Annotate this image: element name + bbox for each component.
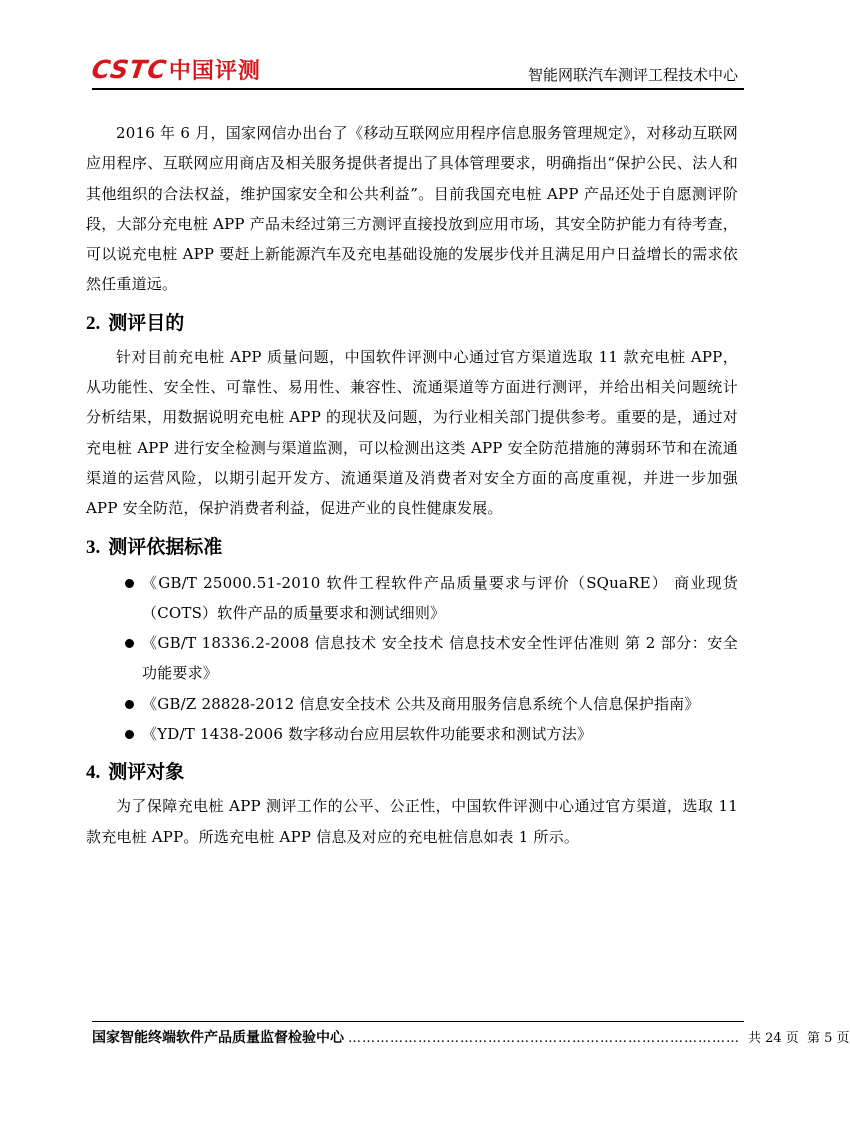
- section-title: 测评目的: [108, 311, 185, 334]
- list-item: [86, 628, 738, 689]
- purpose-paragraph: 针对目前充电桩 APP 质量问题，中国软件评测中心通过官方渠道选取 11 款充电桩 APP，从功能性、安全性、可靠性、易用性、兼容性、流通渠道等方面进行测评，并给出相关问题统计分析结果，用数据说明充电桩 APP 的现状及问题，为行业相关部门提供参考。重要的是，通过对充电桩 APP 进行安全检测与渠道监测，可以检测出这类 APP 安全防范措施的薄弱环节和在流通渠道的运营风险，以期引起开发方、流通渠道及消费者对安全方面的高度重视，并进一步加强 APP 安全防范，保护消费者利益，促进产业的良性健康发展。: [86, 347, 738, 518]
- footer-leader-dots: …………………………………………………………………………: [348, 1031, 740, 1046]
- section-number: 2.: [86, 312, 101, 334]
- objects-paragraph: 为了保障充电桩 APP 测评工作的公平、公正性，中国软件评测中心通过官方渠道，选取 11 款充电桩 APP。所选充电桩 APP 信息及对应的充电桩信息如表 1 所示。: [86, 797, 738, 846]
- intro-paragraph: 2016 年 6 月，国家网信办出台了《移动互联网应用程序信息服务管理规定》，对移动互联网应用程序、互联网应用商店及相关服务提供者提出了具体管理要求，明确指出“保护公民、法人和其他组织的合法权益，维护国家安全和公共利益”。目前我国充电桩 APP 产品还处于自愿测评阶段，大部分充电桩 APP 产品未经过第三方测评直接投放到应用市场，其安全防护能力有待考查，可以说充电桩 APP 要赶上新能源汽车及充电基础设施的发展步伐并且满足用户日益增长的需求依然任重道远。: [86, 124, 738, 294]
- page-header: [89, 52, 744, 92]
- standard-text: 《GB/Z 28828-2012 信息安全技术 公共及商用服务信息系统个人信息保护指南》: [142, 694, 700, 713]
- section-number: 3.: [86, 536, 101, 558]
- bullet-icon: [125, 579, 134, 588]
- footer-divider: [92, 1021, 744, 1022]
- bullet-icon: [125, 700, 134, 709]
- header-center-name: 智能网联汽车测评工程技术中心: [527, 66, 738, 84]
- section-heading-objects: [86, 753, 738, 791]
- section-heading-standards: [86, 528, 738, 566]
- list-item: [86, 719, 738, 749]
- standard-text: 《YD/T 1438-2006 数字移动台应用层软件功能要求和测试方法》: [142, 725, 593, 744]
- standards-list: [86, 568, 738, 750]
- document-body: [86, 118, 738, 852]
- logo-latin-text: CSTC: [89, 55, 169, 84]
- bullet-icon: [125, 639, 134, 648]
- section-heading-purpose: [86, 304, 738, 342]
- cstc-logo: [89, 54, 261, 85]
- bullet-icon: [125, 730, 134, 739]
- section-title: 测评对象: [108, 761, 185, 784]
- page-footer: [92, 1027, 850, 1051]
- logo-cjk-text: 中国评测: [168, 59, 261, 84]
- section-title: 测评依据标准: [108, 535, 223, 558]
- footer-page-info: [744, 1027, 850, 1046]
- standard-text: 《GB/T 25000.51-2010 软件工程软件产品质量要求与评价（SQuaRE） 商业现货（COTS）软件产品的质量要求和测试细则》: [142, 573, 738, 622]
- current-page: 第 5 页: [806, 1031, 850, 1046]
- total-pages: 共 24 页: [748, 1031, 799, 1046]
- list-item: [86, 689, 738, 719]
- list-item: [86, 568, 738, 629]
- section-number: 4.: [86, 762, 101, 784]
- standard-text: 《GB/T 18336.2-2008 信息技术 安全技术 信息技术安全性评估准则 第 2 部分：安全功能要求》: [142, 634, 738, 683]
- footer-organization: 国家智能终端软件产品质量监督检验中心: [92, 1030, 344, 1046]
- header-divider: [92, 88, 744, 90]
